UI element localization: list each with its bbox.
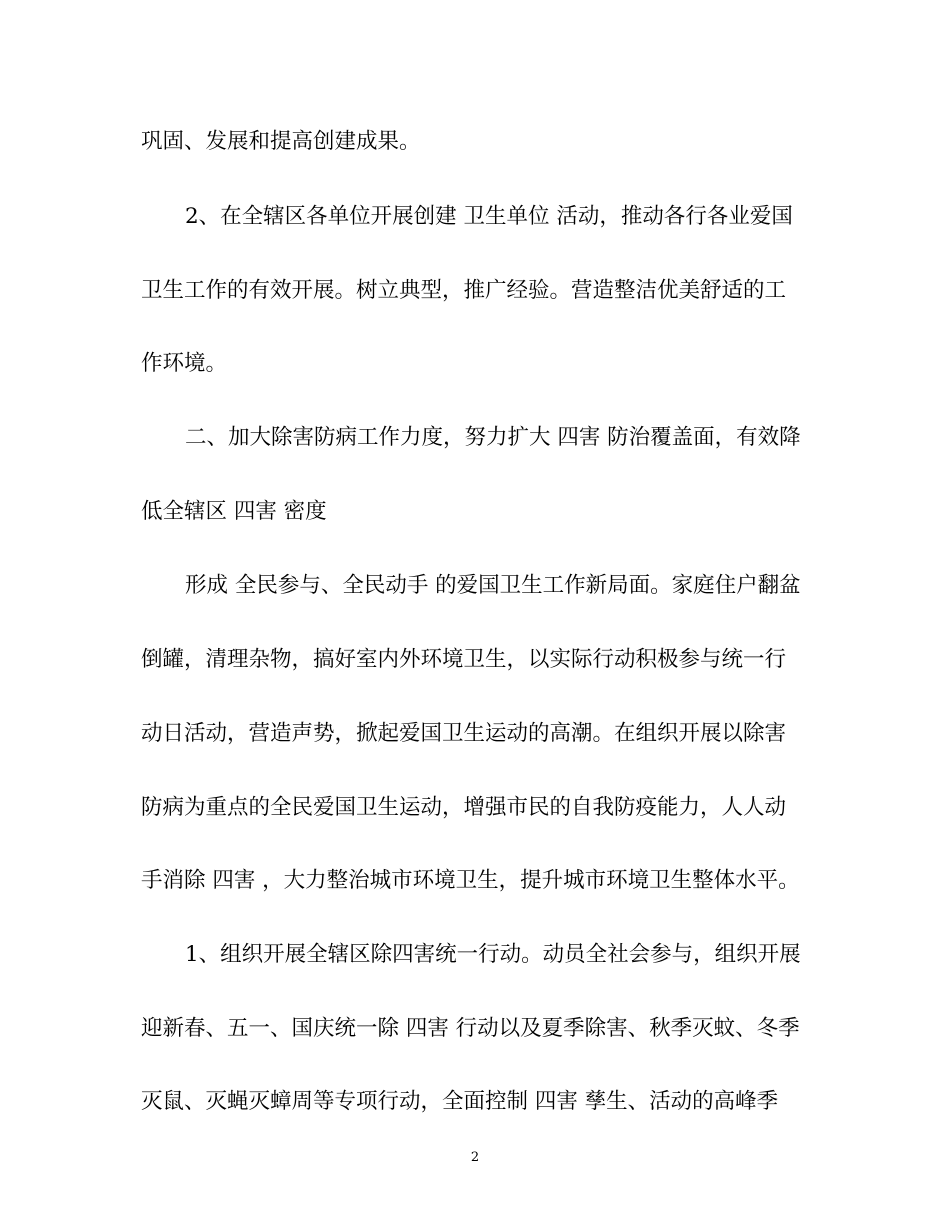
paragraph-line: 作环境。 (141, 351, 228, 376)
section-heading-line: 低全辖区 四害 密度 (141, 499, 327, 524)
paragraph-line: 手消除 四害 ，大力整治城市环境卫生，提升城市环境卫生整体水平。 (141, 868, 800, 893)
section-heading-line: 二、加大除害防病工作力度，努力扩大 四害 防治覆盖面，有效降 (185, 425, 801, 450)
paragraph-line: 动日活动，营造声势，掀起爱国卫生运动的高潮。在组织开展以除害 (141, 721, 787, 746)
paragraph-line: 灭鼠、灭蝇灭蟑周等专项行动，全面控制 四害 孳生、活动的高峰季 (141, 1089, 779, 1114)
paragraph-line: 2、在全辖区各单位开展创建 卫生单位 活动，推动各行各业爱国 (185, 204, 793, 229)
paragraph-line: 迎新春、五一、国庆统一除 四害 行动以及夏季除害、秋季灭蚊、冬季 (141, 1016, 800, 1041)
paragraph-line: 防病为重点的全民爱国卫生运动，增强市民的自我防疫能力，人人动 (141, 795, 787, 820)
page-number: 2 (470, 1150, 480, 1165)
paragraph-line: 倒罐，清理杂物，搞好室内外环境卫生，以实际行动积极参与统一行 (141, 647, 787, 672)
paragraph-line: 巩固、发展和提高创建成果。 (141, 129, 421, 154)
paragraph-line: 形成 全民参与、全民动手 的爱国卫生工作新局面。家庭住户翻盆 (185, 573, 801, 598)
paragraph-line: 卫生工作的有效开展。树立典型，推广经验。营造整洁优美舒适的工 (141, 278, 787, 303)
paragraph-line: 1、组织开展全辖区除四害统一行动。动员全社会参与，组织开展 (185, 942, 801, 967)
